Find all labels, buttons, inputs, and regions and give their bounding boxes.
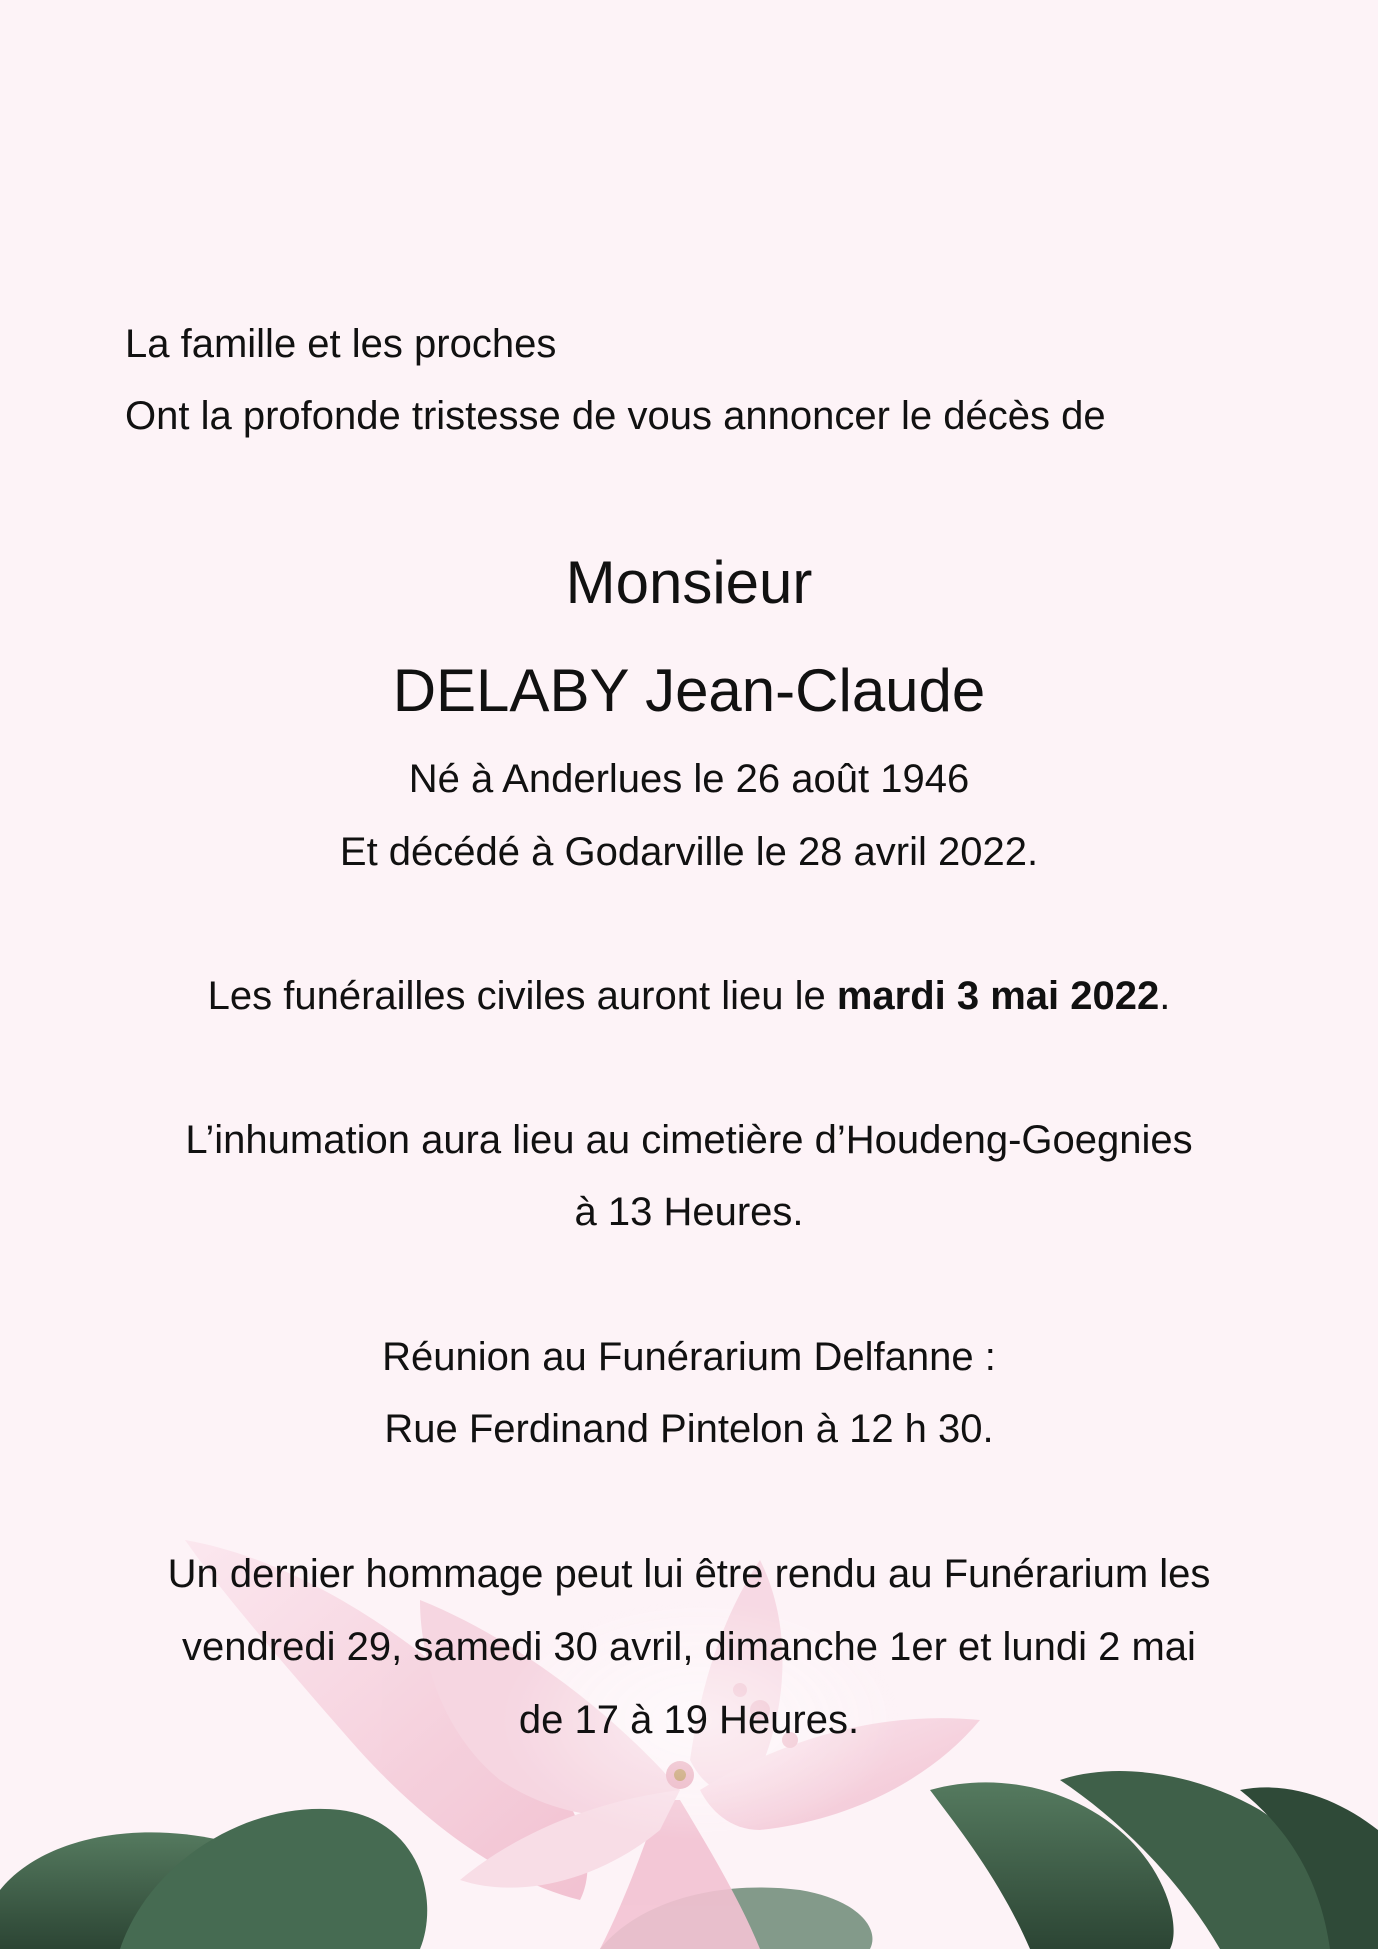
intro-line-1: La famille et les proches — [125, 322, 557, 366]
tribute-line-1: Un dernier hommage peut lui être rendu au Funérarium les — [167, 1552, 1211, 1596]
deceased-name: DELABY Jean-Claude — [392, 657, 986, 724]
funeral-date: mardi 3 mai 2022 — [836, 974, 1160, 1018]
burial-line-2: à 13 Heures. — [574, 1190, 804, 1234]
deceased-title: Monsieur — [565, 549, 813, 616]
intro-line-2: Ont la profonde tristesse de vous annoncer le décès de — [125, 394, 1106, 438]
tribute-line-3: de 17 à 19 Heures. — [518, 1698, 860, 1742]
birth-line: Né à Anderlues le 26 août 1946 — [408, 757, 970, 801]
burial-line-1: L’inhumation aura lieu au cimetière d’Houdeng-Goegnies — [185, 1118, 1193, 1162]
meeting-line-2: Rue Ferdinand Pintelon à 12 h 30. — [384, 1407, 994, 1451]
death-line: Et décédé à Godarville le 28 avril 2022. — [339, 830, 1039, 874]
funeral-suffix: . — [1159, 974, 1171, 1018]
funeral-prefix: Les funérailles civiles auront lieu le — [207, 974, 837, 1018]
meeting-line-1: Réunion au Funérarium Delfanne : — [382, 1335, 996, 1379]
funeral-line — [0, 974, 1378, 1019]
tribute-line-2: vendredi 29, samedi 30 avril, dimanche 1er et lundi 2 mai — [182, 1625, 1196, 1669]
